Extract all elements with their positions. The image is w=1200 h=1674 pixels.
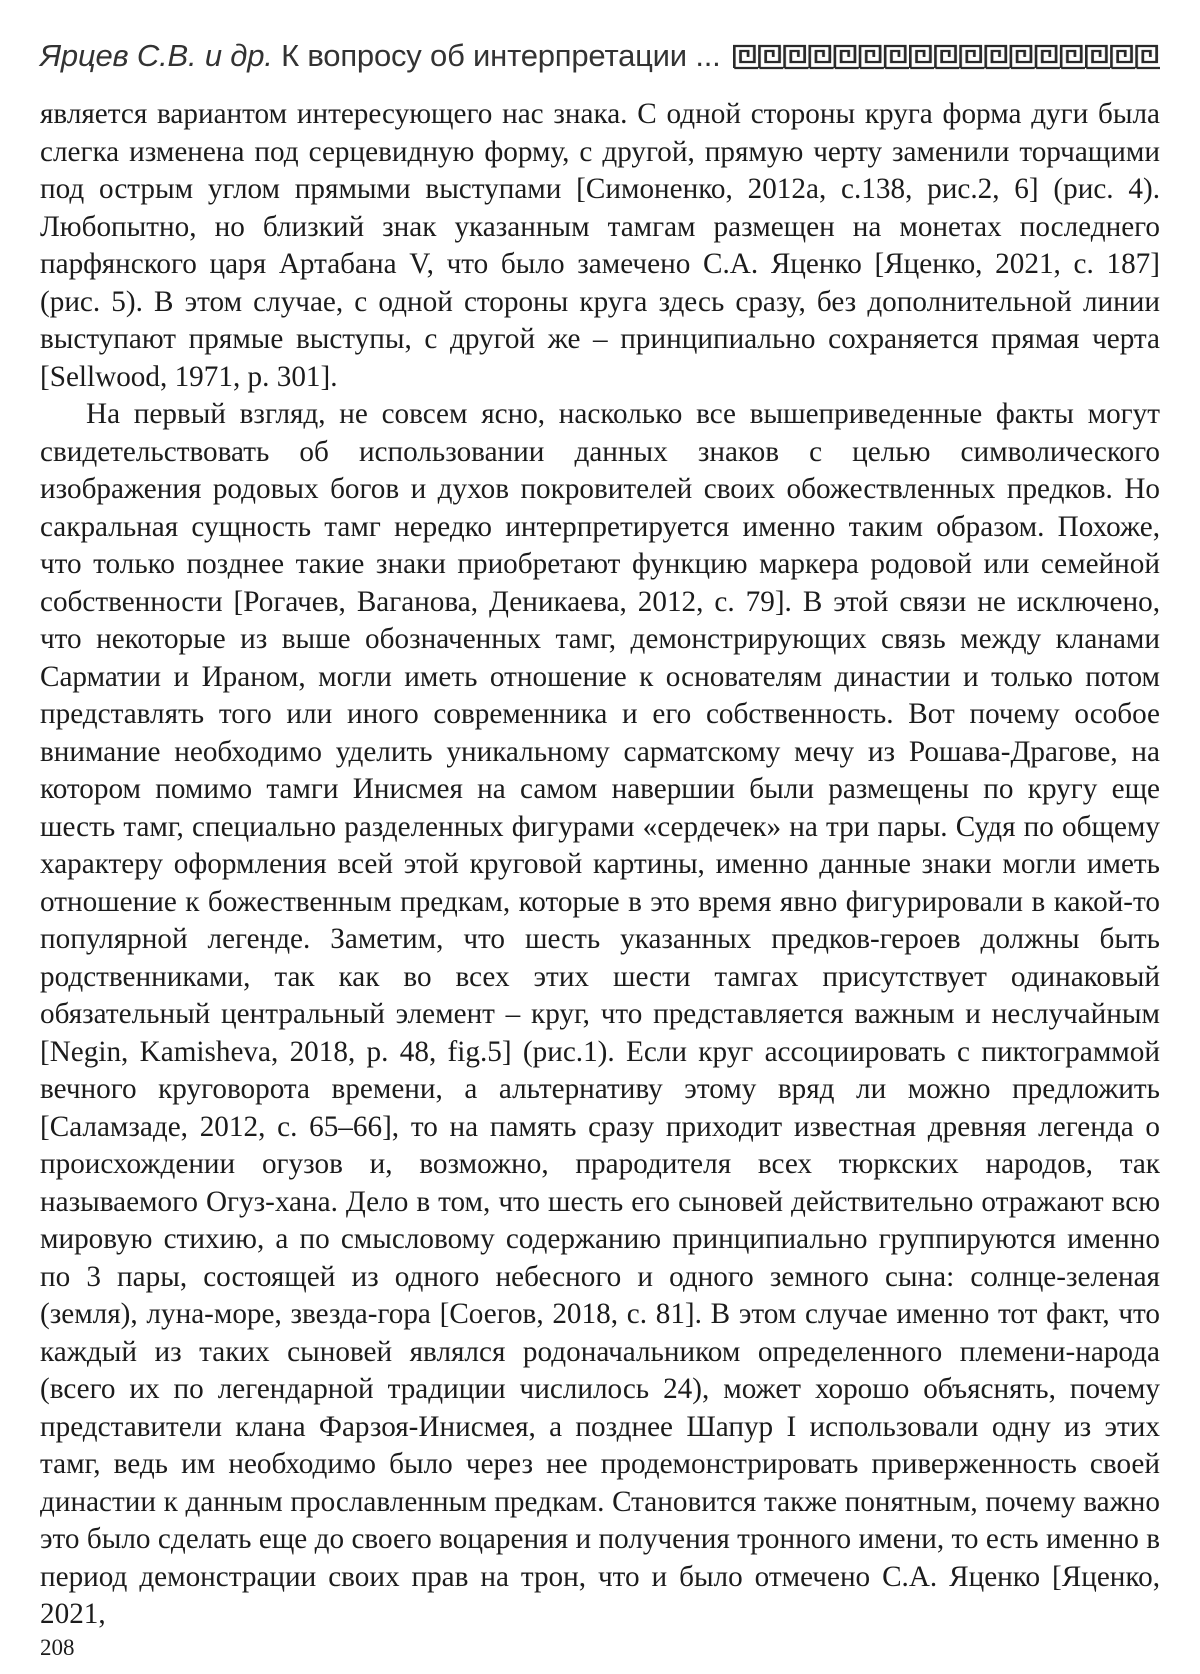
paragraph-continued: является вариантом интересующего нас знака. С одной стороны круга форма дуги была слегка изменена под серцевидную форму, с другой, прямую черту заменили торчащими под острым углом прямыми выступами [Симоненко, 2012а, с.138, рис.2, 6] (рис. 4). Любопытно, но близкий знак указанным тамгам размещен на монетах последнего парфянского царя Артабана V, что было замечено С.А. Яценко [Яценко, 2021, с. 187] (рис. 5). В этом случае, с одной стороны круга здесь сразу, без дополнительной линии выступают прямые выступы, с другой же – принципиально сохраняется прямая черта [Sellwood, 1971, p. 301]. [40,98,1160,393]
running-head-title: К вопросу об интерпретации ... [281,38,721,73]
page-number: 208 [40,1635,75,1660]
running-head-authors: Ярцев С.В. и др. [40,38,273,73]
article-body [40,96,1160,1634]
running-head-text [40,38,721,74]
running-head [40,34,1160,78]
paragraph: На первый взгляд, не совсем ясно, насколько все вышеприведенные факты могут свидетельствовать об использовании данных знаков с целью символического изображения родовых богов и духов покровителей своих обожествленных предков. Но сакральная сущность тамг нередко интерпретируется именно таким образом. Похоже, что только позднее такие знаки приобретают функцию маркера родовой или семейной собственности [Рогачев, Ваганова, Деникаева, 2012, с. 79]. В этой связи не исключено, что некоторые из выше обозначенных тамг, демонстрирующих связь между кланами Сарматии и Ираном, могли иметь отношение к основателям династии и только потом представлять того или иного современника и его собственность. Вот почему особое внимание необходимо уделить уникальному сарматскому мечу из Рошава-Драгове, на котором помимо тамги Инисмея на самом навершии были размещены по кругу еще шесть тамг, специально разделенных фигурами «сердечек» на три пары. Судя по общему характеру оформления всей этой круговой картины, именно данные знаки могли иметь отношение к божественным предкам, которые в это время явно фигурировали в какой-то популярной легенде. Заметим, что шесть указанных предков-героев должны быть родственниками, так как во всех этих шести тамгах присутствует одинаковый обязательный центральный элемент – круг, что представляется важным и неслучайным [Negin, Kamisheva, 2018, p. 48, fig.5] (рис.1). Если круг ассоциировать с пиктограммой вечного круговорота времени, а альтернативу этому вряд ли можно предложить [Саламзаде, 2012, с. 65–66], то на память сразу приходит известная древняя легенда о происхождении огузов и, возможно, прародителя всех тюркских народов, так называемого Огуз-хана. Дело в том, что шесть его сыновей действительно отражают всю мировую стихию, а по смысловому содержанию принципиально группируются именно по 3 пары, состоящей из одного небесного и одного земного сына: солнце-зеленая (земля), луна-море, звезда-гора [Соегов, 2018, с. 81]. В этом случае именно тот факт, что каждый из таких сыновей являлся родоначальником определенного племени-народа (всего их по легендарной традиции числилось 24), может хорошо объяснять, почему представители клана Фарзоя-Инисмея, а позднее Шапур I использовали одну из этих тамг, ведь им необходимо было через нее продемонстрировать приверженность своей династии к данным прославленным предкам. Становится также понятным, почему важно это было сделать еще до своего воцарения и получения тронного имени, то есть именно в период демонстрации своих прав на трон, что и было отмечено С.А. Яценко [Яценко, 2021, [40,398,1160,1630]
greek-key-ornament-icon [733,44,1160,70]
